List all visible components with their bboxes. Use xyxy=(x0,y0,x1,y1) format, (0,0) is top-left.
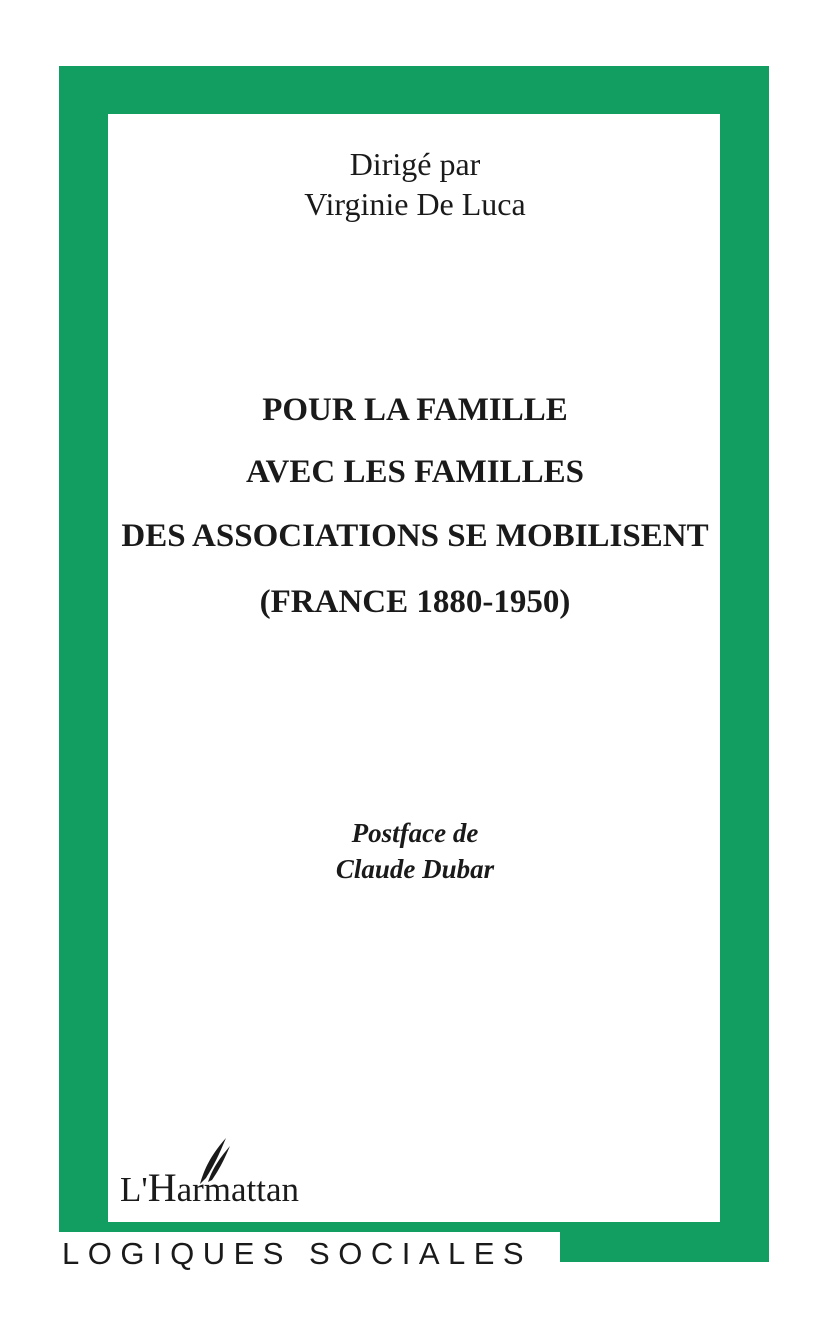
title-line-2: AVEC LES FAMILLES xyxy=(245,454,585,490)
publisher-prefix: L' xyxy=(120,1170,148,1209)
title-line-4: (FRANCE 1880-1950) xyxy=(259,584,571,620)
collection-band-tip xyxy=(545,1232,559,1276)
editor-label: Dirigé par xyxy=(349,146,481,182)
publisher-logo xyxy=(120,1150,320,1210)
title-line-3: DES ASSOCIATIONS SE MOBILISENT xyxy=(121,518,709,554)
publisher-name xyxy=(120,1164,299,1211)
cover-white-panel xyxy=(108,114,720,1222)
postface-author: Claude Dubar xyxy=(335,854,495,884)
publisher-rest: armattan xyxy=(176,1170,300,1209)
title-line-1: POUR LA FAMILLE xyxy=(262,392,568,428)
collection-title: LOGIQUES SOCIALES xyxy=(62,1236,533,1271)
publisher-cap: H xyxy=(147,1165,177,1210)
postface-label: Postface de xyxy=(351,818,479,848)
editor-name: Virginie De Luca xyxy=(304,186,526,222)
